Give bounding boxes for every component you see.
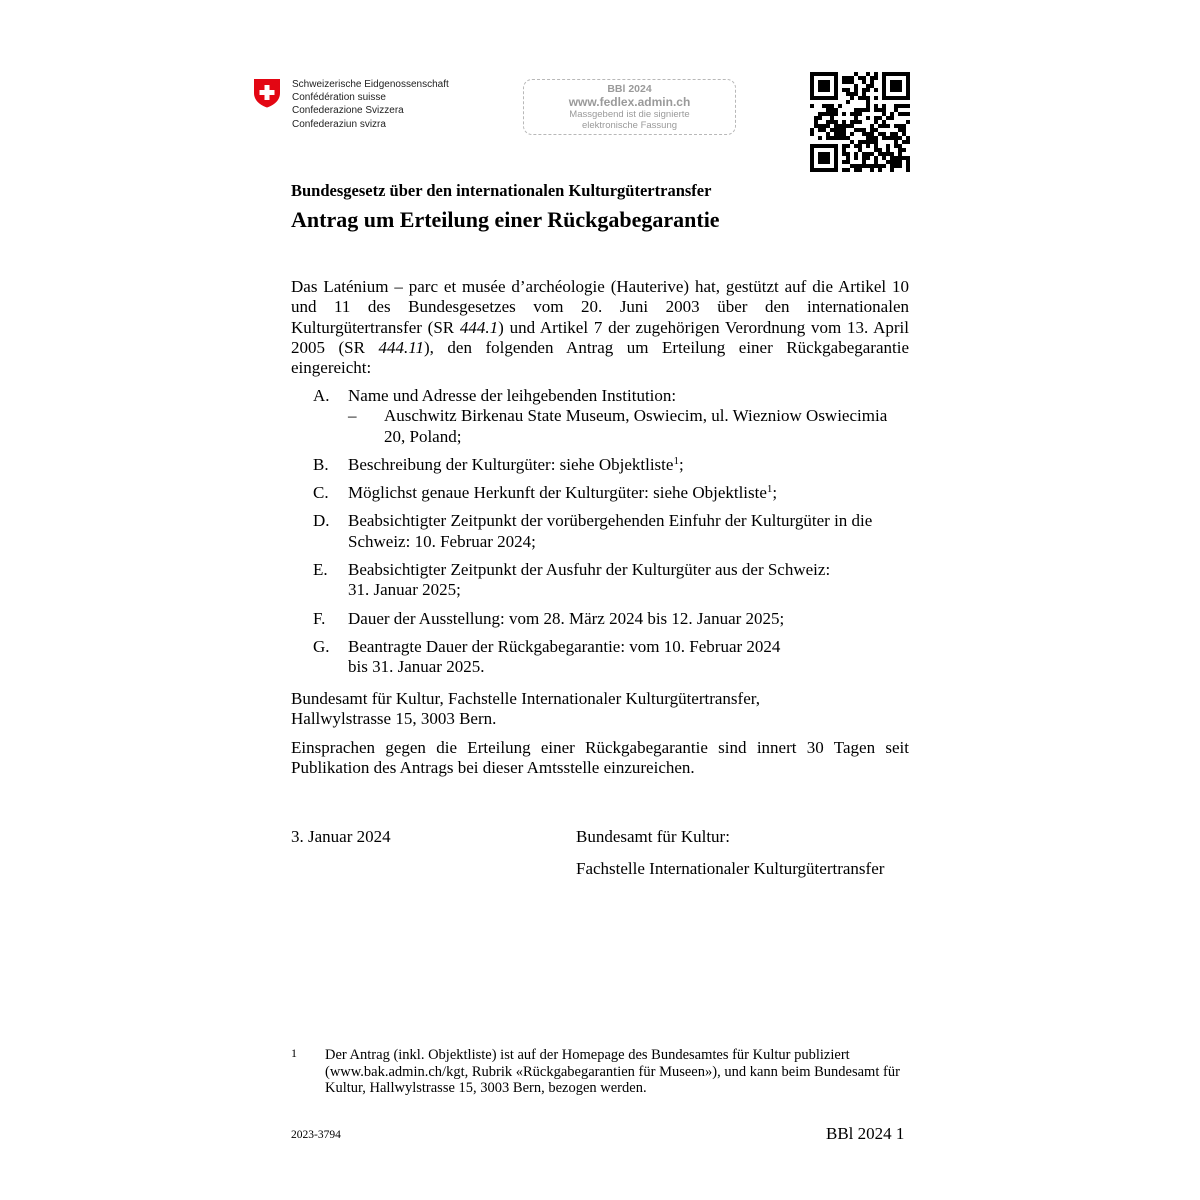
item-text-main: Möglichst genaue Herkunft der Kulturgüter: siehe Objektliste (348, 483, 767, 503)
stamp-note-2: elektronische Fassung (581, 120, 678, 131)
list-item (291, 455, 909, 475)
item-letter: A. (313, 386, 330, 405)
confederation-wordmark (292, 78, 449, 131)
item-text (348, 560, 909, 601)
qr-code-icon (810, 72, 910, 172)
item-text (348, 455, 909, 475)
item-text-end: ; (678, 454, 684, 474)
item-letter: D. (313, 511, 330, 531)
item-text: Beabsichtigter Zeitpunkt der vorübergehenden Einfuhr der Kulturgüter in die Schweiz: 10. Februar 2024; (348, 511, 873, 551)
intro-text-1: Das Laténium – parc et musée d’archéologie (Hauterive) hat, gestützt auf die Artikel 10 und 11 des Bundesgesetzes vom 20. Juni 2003 über den internationalen Kulturgütertransfer (SR (291, 277, 909, 337)
list-item (291, 483, 909, 503)
stamp-note-1: Massgebend ist die signierte (569, 109, 690, 120)
application-items-list (291, 386, 909, 686)
document-number: 2023-3794 (291, 1129, 341, 1141)
footnote-number: 1 (291, 1046, 297, 1060)
item-letter: E. (313, 560, 328, 580)
item-letter: F. (313, 608, 326, 628)
item-letter: G. (313, 636, 330, 656)
footnote-ref: 1 (766, 483, 773, 496)
document-date: 3. Januar 2024 (291, 827, 391, 846)
confederation-line-rm: Confederaziun svizra (292, 118, 386, 130)
intro-text-2: ) und Artikel 7 der zugehörigen Verordnung vom 13. April 2005 (SR (291, 317, 909, 357)
document-subtitle: Bundesgesetz über den internationalen Kulturgütertransfer (291, 181, 712, 200)
stamp-url: www.fedlex.admin.ch (568, 95, 691, 109)
item-text-line: 31. Januar 2025; (348, 580, 461, 600)
list-item (291, 386, 909, 447)
list-item (291, 637, 909, 678)
item-text-line: Beabsichtigter Zeitpunkt der Ausfuhr der Kulturgüter aus der Schweiz: (348, 560, 831, 580)
footnote-ref: 1 (673, 454, 679, 467)
footnote-text: Der Antrag (inkl. Objektliste) ist auf der Homepage des Bundesamtes für Kultur publiziert (www.bak.admin.ch/kgt, Rubrik «Rückgabegarantien für Museen»), und kann beim Bundesamt für Kultur, Hallwylstrasse 15, 3003 Bern, bezogen werden. (325, 1047, 900, 1097)
address-line: Bundesamt für Kultur, Fachstelle Internationaler Kulturgütertransfer, (291, 689, 760, 708)
sub-item (348, 406, 909, 447)
item-text: Dauer der Ausstellung: vom 28. März 2024 bis 12. Januar 2025; (348, 608, 785, 628)
bbl-page-reference: BBl 2024 1 (826, 1124, 905, 1143)
signature-authority: Bundesamt für Kultur: (576, 827, 730, 846)
item-text (348, 637, 909, 678)
confederation-line-it: Confederazione Svizzera (292, 105, 404, 117)
sub-item-text: Auschwitz Birkenau State Museum, Oswiecim, ul. Wiezniow Oswiecimia 20, Poland; (384, 406, 888, 446)
confederation-line-de: Schweizerische Eidgenossenschaft (292, 79, 449, 90)
address-line: Hallwylstrasse 15, 3003 Bern. (291, 709, 497, 729)
item-text (348, 483, 909, 503)
swiss-coat-of-arms-icon (253, 78, 281, 108)
intro-paragraph (291, 277, 909, 378)
signature-department: Fachstelle Internationaler Kulturgütertransfer (576, 859, 885, 878)
item-text: Name und Adresse der leihgebenden Institution: (348, 386, 677, 405)
stamp-bbl: BBl 2024 (607, 83, 652, 95)
publication-stamp (523, 79, 736, 135)
objection-notice: Einsprachen gegen die Erteilung einer Rückgabegarantie sind innert 30 Tagen seit Publikation des Antrags bei dieser Amtsstelle einzureichen. (291, 738, 909, 778)
item-letter: B. (313, 454, 329, 474)
intro-text-3: ), den folgenden Antrag um Erteilung einer Rückgabegarantie eingereicht: (291, 337, 909, 378)
sr-reference-2: 444.11 (378, 337, 424, 357)
list-item (291, 511, 909, 552)
list-item (291, 560, 909, 601)
authority-address (291, 689, 909, 730)
sub-item-dash: – (348, 406, 357, 426)
item-text-end: ; (772, 483, 778, 503)
list-item (291, 609, 909, 629)
document-title: Antrag um Erteilung einer Rückgabegarantie (291, 207, 720, 232)
item-text-line: Beantragte Dauer der Rückgabegarantie: vom 10. Februar 2024 (348, 636, 781, 656)
item-text-main: Beschreibung der Kulturgüter: siehe Objektliste (348, 454, 674, 474)
confederation-line-fr: Confédération suisse (292, 92, 386, 104)
item-letter: C. (313, 483, 329, 503)
sr-reference-1: 444.1 (459, 317, 499, 337)
item-text-line: bis 31. Januar 2025. (348, 657, 485, 677)
